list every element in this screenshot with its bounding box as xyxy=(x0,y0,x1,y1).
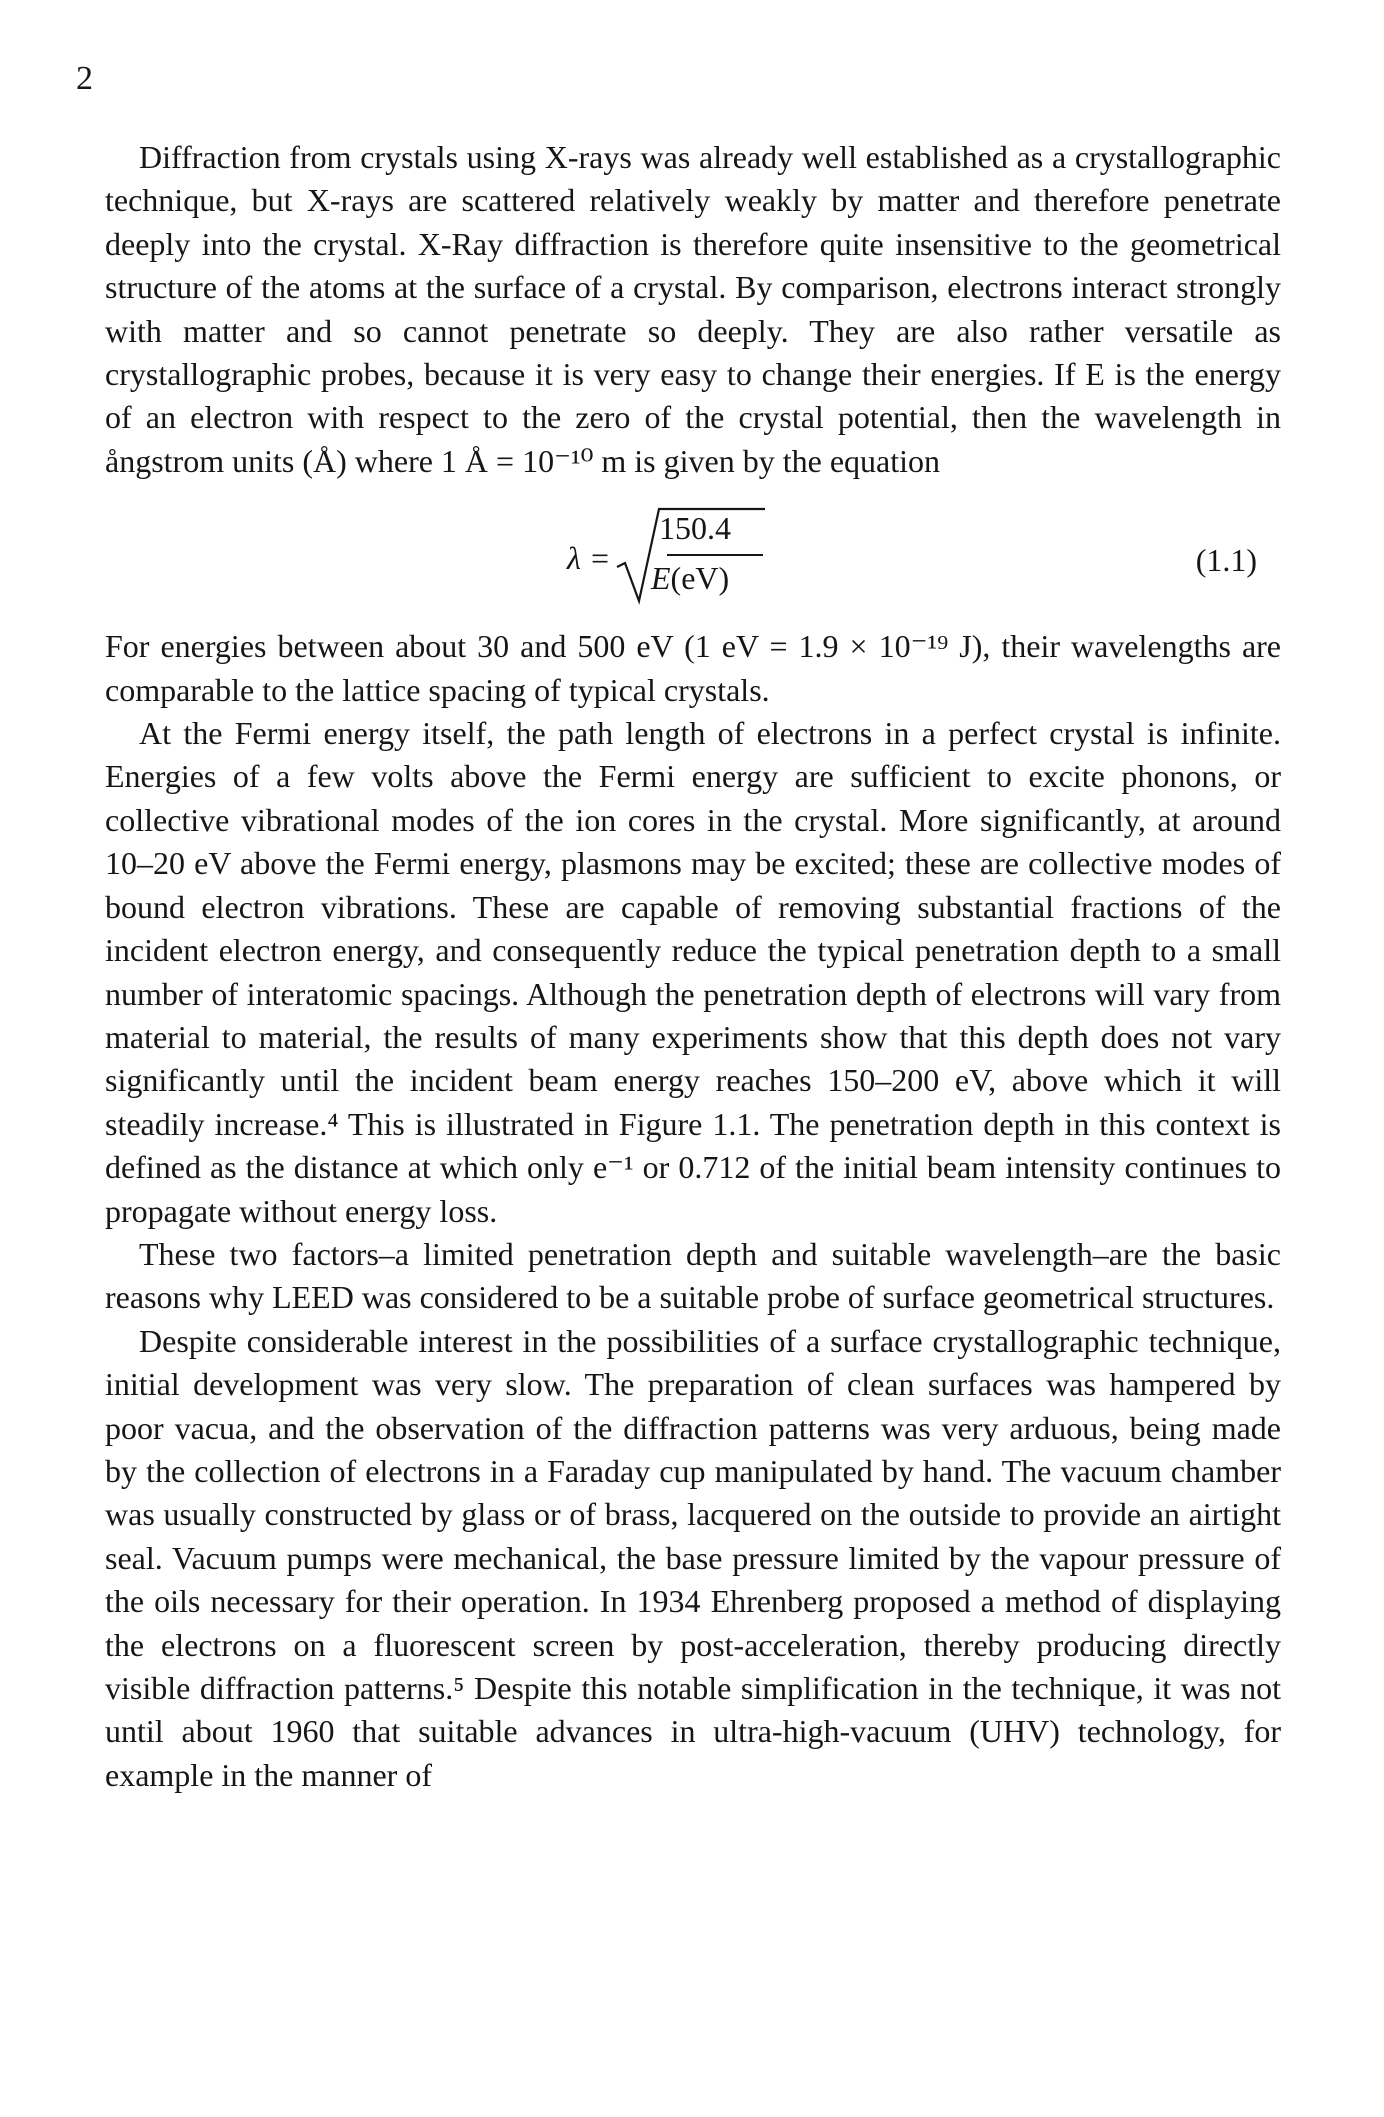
equation-lambda: λ xyxy=(567,540,581,577)
equation-1-1 xyxy=(105,489,1281,625)
equation-energy-unit: (eV) xyxy=(670,560,730,597)
equation-denominator xyxy=(651,557,729,600)
paragraph-two-factors: These two factors–a limited penetration depth and suitable wavelength–are the basic reasons why LEED was considered to be a suitable probe of surface geometrical structures. xyxy=(105,1235,1281,1316)
equation-equals: = xyxy=(591,540,610,577)
paragraph-history: Despite considerable interest in the possibilities of a surface crystallographic technique, initial development was very slow. The preparation of clean surfaces was hampered by poor vacua, and the observation of the diffraction patterns was very arduous, being made by the collection of electrons in a Faraday cup manipulated by hand. The vacuum chamber was usually constructed by glass or of brass, lacquered on the outside to provide an airtight seal. Vacuum pumps were mechanical, the base pressure limited by the vapour pressure of the oils necessary for their operation. In 1934 Ehrenberg proposed a method of displaying the electrons on a fluorescent screen by post-acceleration, thereby producing directly visible diffraction patterns.⁵ Despite this notable simplification in the technique, it was not until about 1960 that suitable advances in ultra-high-vacuum (UHV) technology, for example in the manner of xyxy=(105,1322,1281,1793)
equation-numerator: 150.4 xyxy=(659,510,731,547)
paragraph-xray-vs-electrons: Diffraction from crystals using X-rays was already well established as a crystallographic technique, but X-rays are scattered relatively weakly by matter and therefore penetrate deeply into the crystal. X-Ray diffraction is therefore quite insensitive to the geometrical structure of the atoms at the surface of a crystal. By comparison, electrons interact strongly with matter and so cannot penetrate so deeply. They are also rather versatile as crystallographic probes, because it is very easy to change their energies. If E is the energy of an electron with respect to the zero of the crystal potential, then the wavelength in ångstrom units (Å) where 1 Å = 10⁻¹⁰ m is given by the equation xyxy=(105,139,1281,479)
body-text xyxy=(105,136,1281,1797)
paragraph-wavelength-range: For energies between about 30 and 500 eV (1 eV = 1.9 × 10⁻¹⁹ J), their wavelengths are comparable to the lattice spacing of typical crystals. xyxy=(105,628,1281,708)
paragraph-penetration-depth: At the Fermi energy itself, the path length of electrons in a perfect crystal is infinite. Energies of a few volts above the Fermi energy are sufficient to excite phonons, or collective vibrational modes of the ion cores in the crystal. More significantly, at around 10–20 eV above the Fermi energy, plasmons may be excited; these are collective modes of bound electron vibrations. These are capable of removing substantial fractions of the incident electron energy, and consequently reduce the typical penetration depth to a small number of interatomic spacings. Although the penetration depth of electrons will vary from material to material, the results of many experiments show that this depth does not vary significantly until the incident beam energy reaches 150–200 eV, above which it will steadily increase.⁴ This is illustrated in Figure 1.1. The penetration depth in this context is defined as the distance at which only e⁻¹ or 0.712 of the initial beam intensity continues to propagate without energy loss. xyxy=(105,715,1281,1229)
equation-label: (1.1) xyxy=(1195,542,1257,579)
page-number: 2 xyxy=(76,60,93,97)
equation-energy-symbol: E xyxy=(651,560,671,597)
